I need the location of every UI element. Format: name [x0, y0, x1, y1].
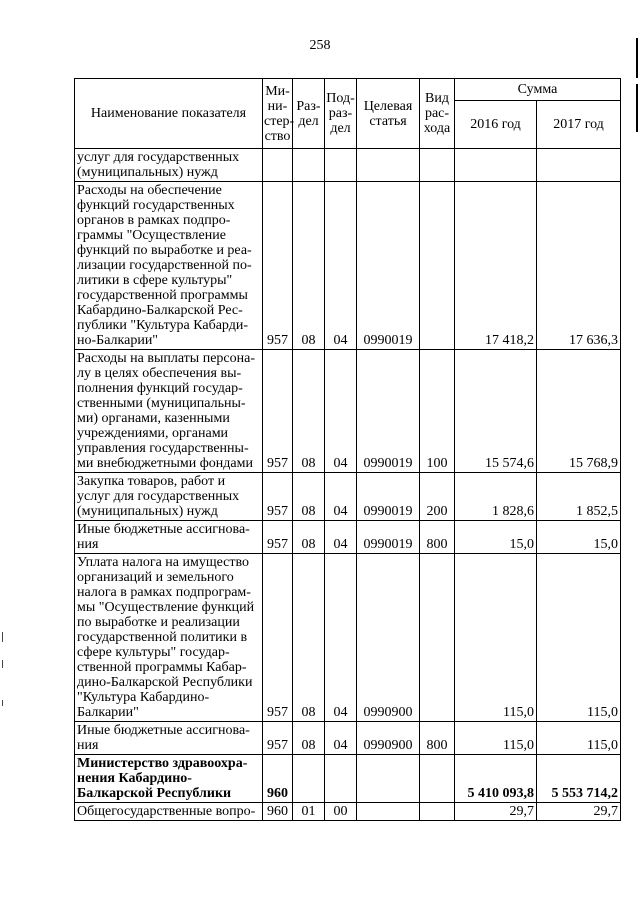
cell-ministry: 957	[263, 473, 293, 521]
header-sum: Сумма	[455, 79, 621, 101]
cell-name: Общегосударственные вопро-	[75, 803, 263, 821]
cell-name: Закупка товаров, работ и услуг для государственных (муниципальных) нужд	[75, 473, 263, 521]
header-expense-type: Вид рас-хода	[420, 79, 455, 149]
cell-expense-type	[420, 755, 455, 803]
cell-2016: 29,7	[455, 803, 537, 821]
cell-2016: 115,0	[455, 722, 537, 755]
cell-2017: 17 636,3	[537, 182, 621, 350]
cell-target: 0990900	[357, 554, 420, 722]
cell-2017: 115,0	[537, 722, 621, 755]
table-row	[75, 521, 621, 554]
cell-target: 0990900	[357, 722, 420, 755]
cell-2017: 115,0	[537, 554, 621, 722]
table-body	[75, 149, 621, 821]
cell-ministry: 957	[263, 521, 293, 554]
cell-name: услуг для государственных (муниципальных) нужд	[75, 149, 263, 182]
cell-subsection: 04	[325, 350, 357, 473]
cell-2016	[455, 149, 537, 182]
scan-margin-mark	[2, 700, 3, 706]
cell-2017: 1 852,5	[537, 473, 621, 521]
cell-2017: 15,0	[537, 521, 621, 554]
cell-ministry: 960	[263, 803, 293, 821]
scan-margin-mark	[2, 660, 3, 668]
cell-subsection	[325, 755, 357, 803]
cell-ministry: 960	[263, 755, 293, 803]
header-subsection: Под-раз-дел	[325, 79, 357, 149]
cell-2016: 5 410 093,8	[455, 755, 537, 803]
header-year-2016: 2016 год	[455, 101, 537, 149]
cell-target: 0990019	[357, 473, 420, 521]
cell-name: Расходы на выплаты персона-лу в целях обеспечения вы-полнения функций государ-ственными (муниципальны-ми) органами, казенными учреждениями, органами управления государственны-ми внебюджетными фондами	[75, 350, 263, 473]
cell-section: 08	[293, 722, 325, 755]
cell-target: 0990019	[357, 350, 420, 473]
header-year-2017: 2017 год	[537, 101, 621, 149]
cell-section: 08	[293, 521, 325, 554]
cell-subsection	[325, 149, 357, 182]
table-row	[75, 554, 621, 722]
cell-2017: 29,7	[537, 803, 621, 821]
table-row	[75, 350, 621, 473]
cell-name: Иные бюджетные ассигнова-ния	[75, 521, 263, 554]
cell-expense-type: 800	[420, 521, 455, 554]
table-row	[75, 473, 621, 521]
header-ministry: Ми-ни-стер-ство	[263, 79, 293, 149]
header-target: Целевая статья	[357, 79, 420, 149]
cell-subsection: 04	[325, 521, 357, 554]
cell-section: 01	[293, 803, 325, 821]
table-row	[75, 755, 621, 803]
cell-section: 08	[293, 350, 325, 473]
cell-2017	[537, 149, 621, 182]
scan-edge-mark	[636, 38, 638, 78]
header-name: Наименование показателя	[75, 79, 263, 149]
cell-ministry	[263, 149, 293, 182]
cell-section: 08	[293, 182, 325, 350]
cell-2016: 115,0	[455, 554, 537, 722]
cell-name: Уплата налога на имущество организаций и земельного налога в рамках подпрограм-мы "Осуществление функций по выработке и реализации государственной политики в сфере культуры" государ-ственной программы Кабар-дино-Балкарской Республики "Культура Кабардино-Балкарии"	[75, 554, 263, 722]
header-section: Раз-дел	[293, 79, 325, 149]
cell-ministry: 957	[263, 350, 293, 473]
cell-target: 0990019	[357, 182, 420, 350]
cell-expense-type	[420, 149, 455, 182]
cell-subsection: 00	[325, 803, 357, 821]
cell-subsection: 04	[325, 554, 357, 722]
cell-ministry: 957	[263, 554, 293, 722]
cell-expense-type: 100	[420, 350, 455, 473]
table-row	[75, 803, 621, 821]
cell-target	[357, 803, 420, 821]
cell-name: Расходы на обеспечение функций государственных органов в рамках подпро-граммы "Осуществление функций по выработке и реа-лизации государственной по-литики в сфере культуры" государственной программы Кабардино-Балкарской Рес-публики "Культура Кабарди-но-Балкарии"	[75, 182, 263, 350]
cell-subsection: 04	[325, 722, 357, 755]
scan-edge-mark	[636, 84, 638, 132]
budget-table	[74, 78, 621, 821]
cell-2016: 15,0	[455, 521, 537, 554]
cell-expense-type	[420, 803, 455, 821]
cell-subsection: 04	[325, 473, 357, 521]
cell-2017: 5 553 714,2	[537, 755, 621, 803]
cell-name: Иные бюджетные ассигнова-ния	[75, 722, 263, 755]
table-row	[75, 722, 621, 755]
cell-target	[357, 149, 420, 182]
cell-2016: 15 574,6	[455, 350, 537, 473]
cell-section	[293, 755, 325, 803]
cell-expense-type: 800	[420, 722, 455, 755]
cell-2017: 15 768,9	[537, 350, 621, 473]
cell-expense-type: 200	[420, 473, 455, 521]
cell-name: Министерство здравоохра-нения Кабардино-Балкарской Республики	[75, 755, 263, 803]
cell-target	[357, 755, 420, 803]
cell-ministry: 957	[263, 182, 293, 350]
scan-margin-mark	[2, 632, 3, 642]
table-row	[75, 182, 621, 350]
cell-expense-type	[420, 182, 455, 350]
page-number: 258	[309, 38, 331, 53]
cell-expense-type	[420, 554, 455, 722]
cell-2016: 1 828,6	[455, 473, 537, 521]
cell-2016: 17 418,2	[455, 182, 537, 350]
table-header	[75, 79, 621, 149]
cell-subsection: 04	[325, 182, 357, 350]
cell-section: 08	[293, 554, 325, 722]
cell-ministry: 957	[263, 722, 293, 755]
table-row	[75, 149, 621, 182]
cell-target: 0990019	[357, 521, 420, 554]
cell-section	[293, 149, 325, 182]
cell-section: 08	[293, 473, 325, 521]
